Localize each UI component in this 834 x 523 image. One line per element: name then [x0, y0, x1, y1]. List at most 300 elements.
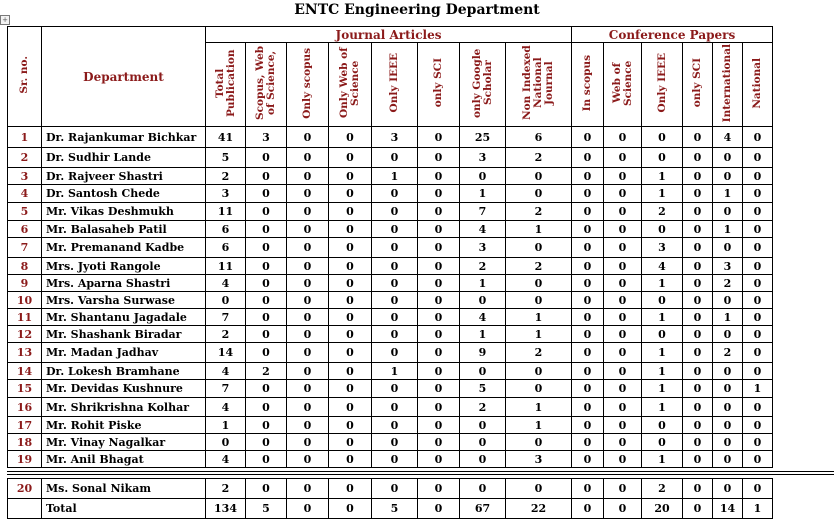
- value-cell: 20: [642, 499, 683, 519]
- value-cell: 4: [206, 363, 246, 380]
- value-cell: 0: [372, 398, 418, 417]
- department-name-cell: Dr. Sudhir Lande: [42, 148, 206, 168]
- value-cell: 0: [460, 451, 506, 468]
- value-cell: 2: [642, 203, 683, 221]
- value-cell: 0: [287, 326, 329, 343]
- value-cell: 0: [713, 434, 743, 451]
- value-cell: 1: [642, 275, 683, 292]
- value-cell: 0: [372, 258, 418, 275]
- value-cell: 0: [246, 479, 287, 499]
- value-cell: 0: [683, 127, 713, 148]
- publication-table: [7, 26, 773, 468]
- sr-no-cell: 8: [8, 258, 42, 275]
- value-cell: 1: [506, 417, 572, 434]
- sr-no-cell: 20: [8, 479, 42, 499]
- value-cell: 0: [287, 292, 329, 309]
- sr-no-cell: 18: [8, 434, 42, 451]
- value-cell: 3: [460, 148, 506, 168]
- department-name-cell: Ms. Sonal Nikam: [42, 479, 206, 499]
- value-cell: 7: [460, 203, 506, 221]
- value-cell: 0: [329, 451, 372, 468]
- value-cell: 0: [418, 309, 460, 326]
- sr-no-header: Sr. no.: [8, 27, 42, 127]
- table-divider: [7, 474, 834, 475]
- value-cell: 2: [246, 363, 287, 380]
- value-cell: 0: [418, 168, 460, 185]
- value-cell: 1: [460, 185, 506, 203]
- department-name-cell: Mr. Anil Bhagat: [42, 451, 206, 468]
- department-name-cell: Mr. Shantanu Jagadale: [42, 309, 206, 326]
- value-cell: 0: [683, 451, 713, 468]
- value-cell: 0: [642, 127, 683, 148]
- value-cell: 0: [642, 148, 683, 168]
- value-cell: 2: [206, 168, 246, 185]
- value-cell: 6: [506, 127, 572, 148]
- value-cell: 1: [713, 309, 743, 326]
- value-cell: 0: [418, 258, 460, 275]
- value-cell: 11: [206, 203, 246, 221]
- value-cell: 0: [642, 417, 683, 434]
- value-cell: 0: [642, 292, 683, 309]
- department-header: Department: [42, 27, 206, 127]
- value-cell: 0: [287, 168, 329, 185]
- value-cell: 11: [206, 258, 246, 275]
- table-row: [8, 380, 773, 398]
- value-cell: 1: [642, 380, 683, 398]
- department-name-cell: Mr. Premanand Kadbe: [42, 238, 206, 258]
- value-cell: 0: [743, 434, 773, 451]
- sr-no-cell: 7: [8, 238, 42, 258]
- value-cell: 0: [713, 148, 743, 168]
- value-cell: 0: [683, 292, 713, 309]
- table-row: [8, 127, 773, 148]
- value-cell: 0: [460, 168, 506, 185]
- value-cell: 67: [460, 499, 506, 519]
- value-cell: 0: [743, 479, 773, 499]
- value-cell: 0: [329, 185, 372, 203]
- table-row: [8, 343, 773, 363]
- table-row: [8, 363, 773, 380]
- department-name-cell: Dr. Rajveer Shastri: [42, 168, 206, 185]
- value-cell: 0: [713, 479, 743, 499]
- sr-no-cell: 11: [8, 309, 42, 326]
- value-cell: 2: [713, 343, 743, 363]
- value-cell: 0: [683, 417, 713, 434]
- value-cell: 0: [743, 451, 773, 468]
- value-cell: 0: [572, 127, 604, 148]
- department-name-cell: Mr. Balasaheb Patil: [42, 221, 206, 238]
- value-cell: 0: [329, 499, 372, 519]
- value-cell: 0: [246, 343, 287, 363]
- value-cell: 0: [418, 292, 460, 309]
- value-cell: 4: [206, 275, 246, 292]
- value-cell: 0: [246, 451, 287, 468]
- department-name-cell: Mr. Vinay Nagalkar: [42, 434, 206, 451]
- value-cell: 0: [743, 221, 773, 238]
- table-row: [8, 185, 773, 203]
- value-cell: 1: [642, 168, 683, 185]
- value-cell: 0: [418, 363, 460, 380]
- value-cell: 1: [506, 326, 572, 343]
- table-row: [8, 451, 773, 468]
- value-cell: 0: [329, 380, 372, 398]
- value-cell: 0: [683, 380, 713, 398]
- value-cell: 0: [743, 343, 773, 363]
- table-row: [8, 258, 773, 275]
- value-cell: 0: [743, 326, 773, 343]
- value-cell: 0: [683, 148, 713, 168]
- value-cell: 0: [743, 238, 773, 258]
- value-cell: 0: [713, 363, 743, 380]
- value-cell: 0: [418, 417, 460, 434]
- column-header: only SCI: [683, 43, 713, 127]
- value-cell: 0: [287, 363, 329, 380]
- department-name-cell: Dr. Santosh Chede: [42, 185, 206, 203]
- value-cell: 2: [460, 398, 506, 417]
- value-cell: 0: [418, 221, 460, 238]
- value-cell: 0: [246, 326, 287, 343]
- value-cell: 6: [206, 238, 246, 258]
- value-cell: 0: [329, 127, 372, 148]
- value-cell: 2: [713, 275, 743, 292]
- value-cell: 0: [287, 499, 329, 519]
- table-row: [8, 417, 773, 434]
- value-cell: 0: [372, 275, 418, 292]
- value-cell: 0: [743, 203, 773, 221]
- column-header: Only IEEE: [372, 43, 418, 127]
- table-row: [8, 148, 773, 168]
- value-cell: 0: [287, 417, 329, 434]
- sr-no-cell: 3: [8, 168, 42, 185]
- value-cell: 0: [418, 380, 460, 398]
- value-cell: 22: [506, 499, 572, 519]
- value-cell: 0: [372, 343, 418, 363]
- value-cell: 0: [287, 238, 329, 258]
- table-row: [8, 292, 773, 309]
- value-cell: 0: [246, 417, 287, 434]
- value-cell: 41: [206, 127, 246, 148]
- column-header: Only scopus: [287, 43, 329, 127]
- value-cell: 0: [572, 434, 604, 451]
- value-cell: 0: [683, 479, 713, 499]
- value-cell: 0: [683, 203, 713, 221]
- value-cell: 2: [506, 203, 572, 221]
- value-cell: 0: [287, 275, 329, 292]
- value-cell: 0: [372, 292, 418, 309]
- value-cell: 0: [246, 434, 287, 451]
- value-cell: 0: [604, 326, 642, 343]
- value-cell: 0: [572, 238, 604, 258]
- value-cell: 25: [460, 127, 506, 148]
- summary-table: [7, 478, 773, 519]
- value-cell: 0: [329, 434, 372, 451]
- department-name-cell: Mrs. Jyoti Rangole: [42, 258, 206, 275]
- total-row: [8, 499, 773, 519]
- value-cell: 1: [460, 275, 506, 292]
- value-cell: 0: [713, 238, 743, 258]
- sr-no-cell: 16: [8, 398, 42, 417]
- value-cell: 0: [683, 326, 713, 343]
- value-cell: 6: [206, 221, 246, 238]
- value-cell: 3: [246, 127, 287, 148]
- value-cell: 0: [572, 203, 604, 221]
- value-cell: 0: [604, 221, 642, 238]
- value-cell: 0: [246, 185, 287, 203]
- value-cell: 0: [329, 326, 372, 343]
- value-cell: 3: [642, 238, 683, 258]
- value-cell: 0: [418, 479, 460, 499]
- value-cell: 0: [604, 168, 642, 185]
- value-cell: 0: [372, 417, 418, 434]
- value-cell: 0: [683, 434, 713, 451]
- value-cell: 5: [206, 148, 246, 168]
- department-name-cell: Dr. Lokesh Bramhane: [42, 363, 206, 380]
- table-move-handle-icon[interactable]: +: [0, 15, 10, 25]
- value-cell: 0: [604, 398, 642, 417]
- value-cell: 4: [206, 398, 246, 417]
- value-cell: 0: [246, 258, 287, 275]
- value-cell: 0: [206, 434, 246, 451]
- value-cell: 0: [372, 148, 418, 168]
- department-name-cell: Mr. Madan Jadhav: [42, 343, 206, 363]
- value-cell: 3: [372, 127, 418, 148]
- value-cell: 0: [604, 363, 642, 380]
- value-cell: 0: [287, 380, 329, 398]
- value-cell: 0: [572, 148, 604, 168]
- value-cell: 0: [572, 309, 604, 326]
- value-cell: 0: [572, 258, 604, 275]
- value-cell: 0: [287, 398, 329, 417]
- value-cell: 0: [743, 398, 773, 417]
- department-name-cell: Mrs. Aparna Shastri: [42, 275, 206, 292]
- value-cell: 2: [506, 258, 572, 275]
- value-cell: 0: [713, 292, 743, 309]
- value-cell: 0: [287, 148, 329, 168]
- value-cell: 0: [372, 451, 418, 468]
- value-cell: 0: [683, 221, 713, 238]
- table-row: [8, 275, 773, 292]
- value-cell: 0: [572, 499, 604, 519]
- value-cell: 0: [329, 238, 372, 258]
- value-cell: 0: [713, 398, 743, 417]
- value-cell: 0: [642, 434, 683, 451]
- table-row: [8, 398, 773, 417]
- sr-no-cell: 9: [8, 275, 42, 292]
- value-cell: 0: [743, 148, 773, 168]
- table-row: [8, 479, 773, 499]
- column-header: In scopus: [572, 43, 604, 127]
- value-cell: 4: [460, 309, 506, 326]
- value-cell: 0: [418, 275, 460, 292]
- value-cell: 1: [642, 451, 683, 468]
- department-name-cell: Mr. Vikas Deshmukh: [42, 203, 206, 221]
- value-cell: 5: [246, 499, 287, 519]
- value-cell: 0: [683, 309, 713, 326]
- page-title: ENTC Engineering Department: [294, 2, 540, 18]
- column-header: only Google Scholar: [460, 43, 506, 127]
- value-cell: 4: [713, 127, 743, 148]
- value-cell: 0: [372, 185, 418, 203]
- table-row: [8, 168, 773, 185]
- value-cell: 0: [329, 479, 372, 499]
- value-cell: 2: [642, 479, 683, 499]
- value-cell: 0: [246, 292, 287, 309]
- value-cell: 0: [604, 380, 642, 398]
- value-cell: 3: [460, 238, 506, 258]
- value-cell: 0: [460, 479, 506, 499]
- value-cell: 0: [418, 343, 460, 363]
- sr-no-cell: 6: [8, 221, 42, 238]
- value-cell: 0: [329, 275, 372, 292]
- value-cell: 0: [572, 326, 604, 343]
- value-cell: 0: [372, 326, 418, 343]
- value-cell: 0: [460, 434, 506, 451]
- value-cell: 0: [743, 185, 773, 203]
- total-label: Total: [42, 499, 206, 519]
- value-cell: 4: [642, 258, 683, 275]
- value-cell: 0: [743, 275, 773, 292]
- column-header: Web of Science: [604, 43, 642, 127]
- value-cell: 0: [604, 417, 642, 434]
- value-cell: 0: [246, 203, 287, 221]
- value-cell: 0: [372, 380, 418, 398]
- value-cell: 0: [604, 275, 642, 292]
- value-cell: 0: [572, 398, 604, 417]
- value-cell: 0: [418, 434, 460, 451]
- value-cell: 0: [418, 398, 460, 417]
- value-cell: 0: [604, 127, 642, 148]
- value-cell: 0: [329, 363, 372, 380]
- value-cell: 134: [206, 499, 246, 519]
- sr-no-cell: 10: [8, 292, 42, 309]
- value-cell: 0: [506, 292, 572, 309]
- value-cell: 0: [683, 343, 713, 363]
- value-cell: 1: [713, 221, 743, 238]
- column-header: Only Web of Science: [329, 43, 372, 127]
- value-cell: 9: [460, 343, 506, 363]
- value-cell: 0: [604, 258, 642, 275]
- value-cell: 0: [743, 363, 773, 380]
- value-cell: 0: [329, 203, 372, 221]
- value-cell: 3: [713, 258, 743, 275]
- sr-no-cell: 5: [8, 203, 42, 221]
- value-cell: 1: [506, 221, 572, 238]
- value-cell: 1: [642, 398, 683, 417]
- value-cell: 0: [713, 326, 743, 343]
- value-cell: 0: [246, 221, 287, 238]
- sr-no-cell: [8, 499, 42, 519]
- value-cell: 0: [287, 309, 329, 326]
- value-cell: 0: [683, 168, 713, 185]
- value-cell: 0: [329, 258, 372, 275]
- value-cell: 0: [683, 363, 713, 380]
- value-cell: 0: [287, 185, 329, 203]
- column-header: Total Publication: [206, 43, 246, 127]
- value-cell: 2: [506, 343, 572, 363]
- department-name-cell: Mrs. Varsha Surwase: [42, 292, 206, 309]
- value-cell: 0: [604, 434, 642, 451]
- value-cell: 0: [604, 309, 642, 326]
- value-cell: 0: [246, 380, 287, 398]
- sr-no-cell: 2: [8, 148, 42, 168]
- value-cell: 1: [642, 343, 683, 363]
- journal-articles-header: Journal Articles: [206, 27, 572, 43]
- value-cell: 0: [329, 343, 372, 363]
- value-cell: 0: [572, 292, 604, 309]
- table-row: [8, 326, 773, 343]
- value-cell: 0: [246, 238, 287, 258]
- value-cell: 0: [329, 148, 372, 168]
- value-cell: 0: [246, 148, 287, 168]
- value-cell: 0: [572, 380, 604, 398]
- value-cell: 0: [572, 275, 604, 292]
- department-name-cell: Mr. Devidas Kushnure: [42, 380, 206, 398]
- value-cell: 7: [206, 309, 246, 326]
- value-cell: 3: [506, 451, 572, 468]
- value-cell: 0: [743, 417, 773, 434]
- value-cell: 0: [329, 309, 372, 326]
- table-row: [8, 309, 773, 326]
- value-cell: 0: [460, 417, 506, 434]
- value-cell: 0: [683, 499, 713, 519]
- value-cell: 0: [572, 417, 604, 434]
- sr-no-cell: 14: [8, 363, 42, 380]
- column-header: National: [743, 43, 773, 127]
- value-cell: 0: [246, 398, 287, 417]
- department-name-cell: Mr. Shashank Biradar: [42, 326, 206, 343]
- value-cell: 0: [713, 203, 743, 221]
- value-cell: 0: [713, 168, 743, 185]
- value-cell: 0: [743, 168, 773, 185]
- value-cell: 0: [329, 292, 372, 309]
- value-cell: 2: [206, 479, 246, 499]
- value-cell: 0: [713, 451, 743, 468]
- value-cell: 0: [683, 238, 713, 258]
- value-cell: 0: [713, 417, 743, 434]
- value-cell: 0: [287, 203, 329, 221]
- value-cell: 0: [372, 434, 418, 451]
- value-cell: 5: [460, 380, 506, 398]
- department-name-cell: Dr. Rajankumar Bichkar: [42, 127, 206, 148]
- sr-no-cell: 13: [8, 343, 42, 363]
- value-cell: 0: [713, 380, 743, 398]
- value-cell: 1: [506, 309, 572, 326]
- value-cell: 0: [246, 309, 287, 326]
- sr-no-cell: 19: [8, 451, 42, 468]
- value-cell: 0: [372, 238, 418, 258]
- value-cell: 0: [372, 309, 418, 326]
- value-cell: 0: [572, 221, 604, 238]
- value-cell: 0: [418, 238, 460, 258]
- value-cell: 2: [506, 148, 572, 168]
- table-row: [8, 434, 773, 451]
- value-cell: 0: [329, 221, 372, 238]
- value-cell: 3: [206, 185, 246, 203]
- value-cell: 1: [743, 380, 773, 398]
- value-cell: 0: [642, 221, 683, 238]
- value-cell: 0: [506, 275, 572, 292]
- value-cell: 4: [206, 451, 246, 468]
- value-cell: 0: [246, 168, 287, 185]
- value-cell: 0: [506, 168, 572, 185]
- column-header: Only IEEE: [642, 43, 683, 127]
- value-cell: 0: [372, 203, 418, 221]
- value-cell: 0: [506, 479, 572, 499]
- value-cell: 14: [206, 343, 246, 363]
- value-cell: 0: [246, 275, 287, 292]
- value-cell: 0: [604, 148, 642, 168]
- value-cell: 1: [642, 309, 683, 326]
